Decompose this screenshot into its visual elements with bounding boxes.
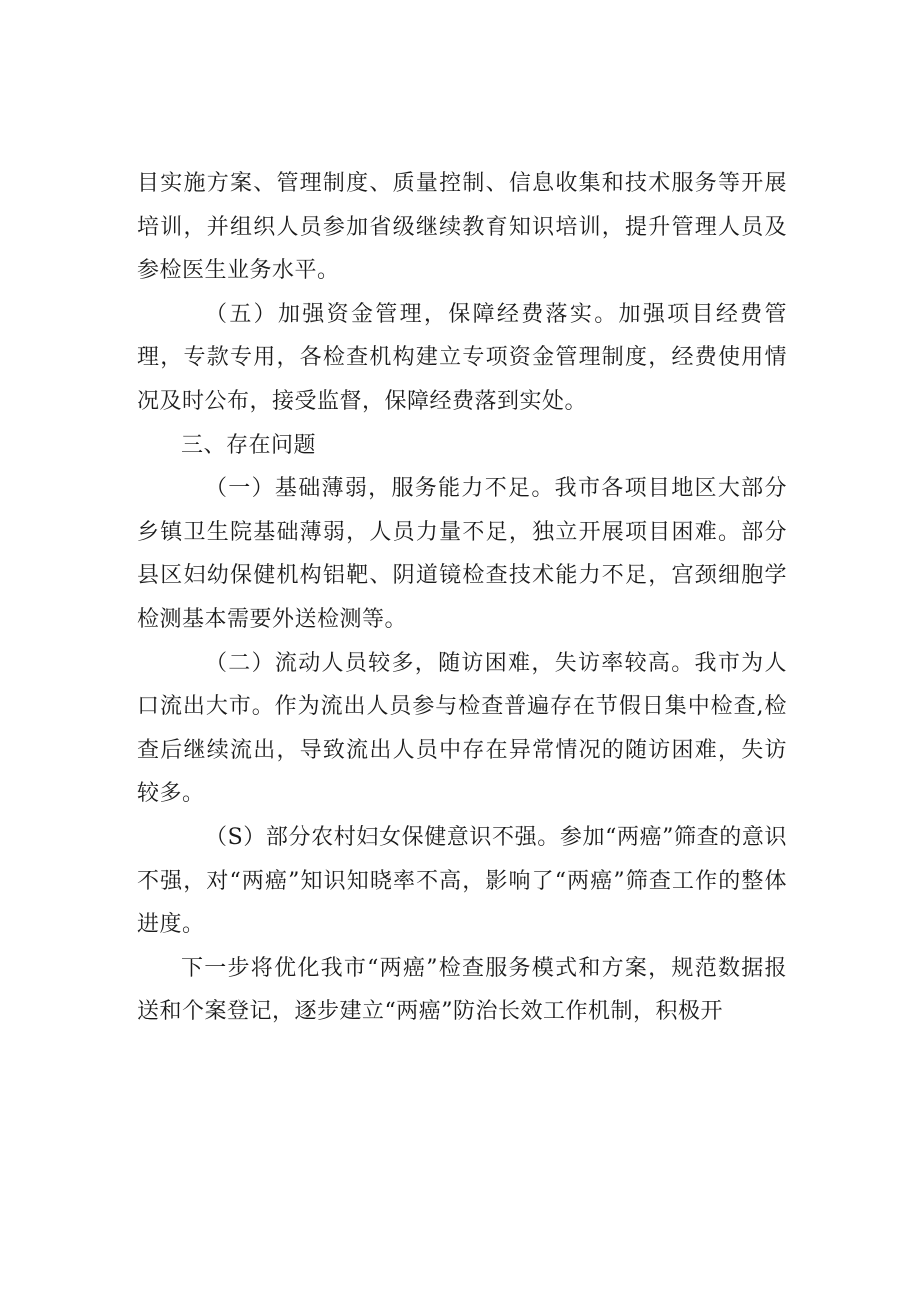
paragraph-training: 目实施方案、管理制度、质量控制、信息收集和技术服务等开展培训，并组织人员参加省级继续教育知识培训，提升管理人员及参检医生业务水平。 — [137, 171, 787, 284]
paragraph-problem-3: （S）部分农村妇女保健意识不强。参加“两癌”筛查的意识不强，对“两癌”知识知晓率不高，影响了“两癌”筛查工作的整体进度。 — [137, 824, 787, 938]
paragraph-next-steps: 下一步将优化我市“两癌”检查服务模式和方案，规范数据报送和个案登记，逐步建立“两癌”防治长效工作机制，积极开 — [137, 955, 787, 1025]
section-heading-problems: 三、存在问题 — [181, 432, 317, 458]
document-body — [137, 162, 787, 1034]
paragraph-funding: （五）加强资金管理，保障经费落实。加强项目经费管理，专款专用，各检查机构建立专项资金管理制度，经费使用情况及时公布，接受监督，保障经费落到实处。 — [137, 301, 787, 414]
paragraph-problem-1: （一）基础薄弱，服务能力不足。我市各项目地区大部分乡镇卫生院基础薄弱，人员力量不足，独立开展项目困难。部分县区妇幼保健机构铝靶、阴道镜检查技术能力不足，宫颈细胞学检测基本需要外送检测等。 — [137, 476, 787, 632]
paragraph-problem-2: （二）流动人员较多，随访困难，失访率较高。我市为人口流出大市。作为流出人员参与检查普遍存在节假日集中检查,检查后继续流出，导致流出人员中存在异常情况的随访困难，失访较多。 — [137, 650, 787, 807]
